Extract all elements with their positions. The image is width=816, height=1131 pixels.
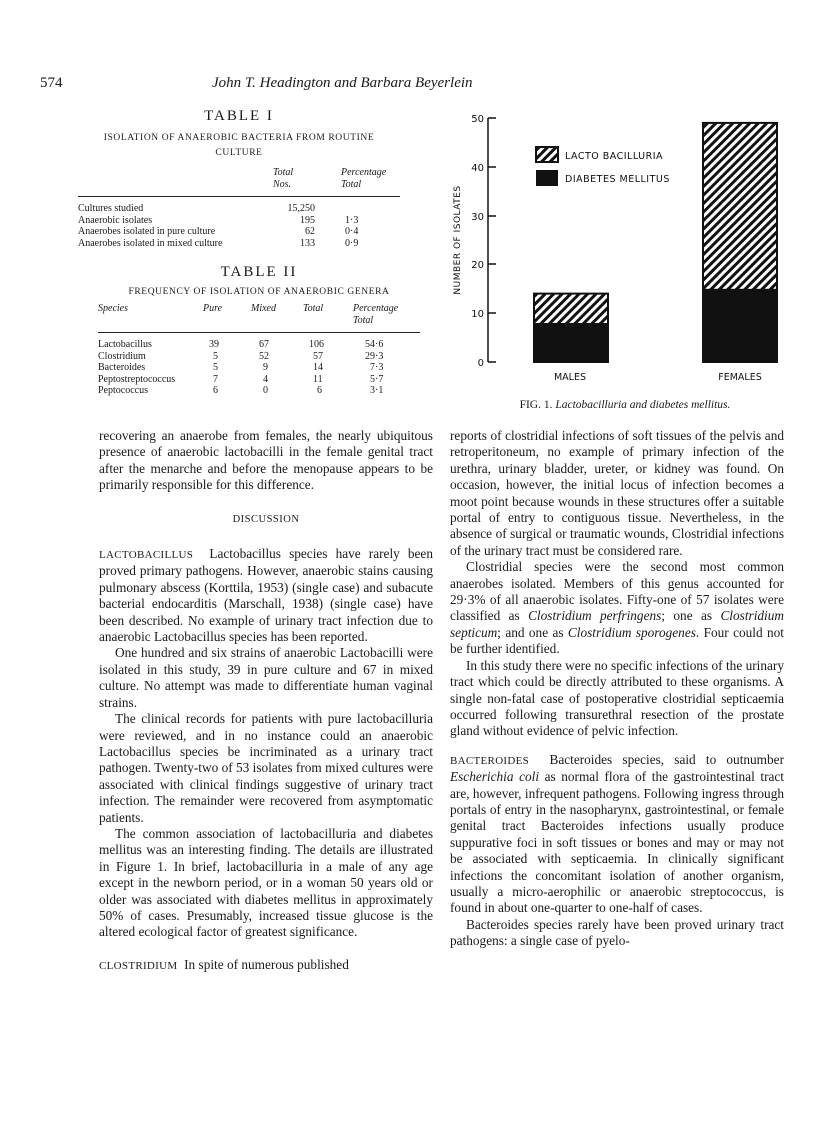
page-number: 574 (40, 75, 63, 91)
table-row: Anaerobes isolated in mixed culture 133 0·9 (78, 237, 359, 249)
paragraph: reports of clostridial infections of soft tissues of the pelvis and retroperitoneum, no example of primary infection of the urethra, urinary bladder, ureter, or kidney was found. On occasion, however, the initial locus of infection becomes a moot point because wounds in these structures offer a suitable portal of entry to contiguous tissue. Nevertheless, in the absence of surgical or traumatic wounds, Clostridial infections of the urinary tract must be considered rare. (450, 428, 784, 558)
females-diabetes-bar (703, 289, 777, 362)
table-1-grid (78, 167, 400, 249)
y-axis-label: NUMBER OF ISOLATES (453, 185, 463, 295)
left-column (99, 428, 433, 974)
legend-hatch-swatch (536, 147, 558, 162)
y-tick-20: 20 (471, 260, 484, 271)
legend-lactobacilluria: LACTO BACILLURIA (565, 151, 664, 162)
table-row: Anaerobic isolates 195 1·3 (78, 214, 359, 226)
table-row: Cultures studied 15,250 (78, 203, 315, 214)
table-row: Clostridium 5 52 57 29·3 (98, 350, 384, 362)
y-tick-30: 30 (471, 212, 484, 223)
figure-caption: FIG. 1. Lactobacilluria and diabetes mellitus. (519, 399, 731, 411)
subsection-label-clostridium: CLOSTRIDIUM (99, 959, 178, 972)
table-1 (78, 108, 400, 249)
table-1-subtitle-2: CULTURE (215, 148, 263, 158)
table-1-col-pct: Percentage Total (341, 167, 387, 190)
subsection-label-bacteroides: BACTEROIDES (450, 754, 530, 767)
paragraph: BACTEROIDES Bacteroides species, said to outnumber Escherichia coli as normal flora of the gastrointestinal tract are, however, infrequent pathogens. Following ingress through portals of entry in the nasopharynx, gastrointestinal, or female genital tract Bacteroides infections usually produce suppurative foci in soft tissues or bones and may or may not be associated with septicaemia. In clinically significant infections the concomitant isolation of another organism, usually a micro-aerophilic or anaerobic streptococcus, is found in about one-quarter to one-half of cases. (450, 751, 785, 916)
x-label-males: MALES (553, 372, 587, 383)
y-tick-40: 40 (471, 163, 484, 174)
paragraph: Clostridial species were the second most common anaerobes isolated. Members of this genus accounted for 29·3% of all anaerobic isolates. Fifty-one of 57 isolates were classified as Clostridium perfringens; one as Clostridium septicum; and one as Clostridium sporogenes. Four could not be further identified. (450, 559, 785, 657)
males-diabetes-bar (534, 323, 608, 362)
paragraph: Bacteroides species rarely have been proved urinary tract pathogens: a single case of pyelo- (450, 916, 784, 949)
table-row: Bacteroides 5 9 14 7·3 (98, 362, 384, 373)
paragraph: recovering an anaerobe from females, the nearly ubiquitous presence of anaerobic lactobacilli in the female genital tract after the menarche and before the menopause appears to be primarily responsible for this difference. (99, 428, 433, 493)
x-label-females: FEMALES (718, 372, 762, 383)
y-tick-10: 10 (471, 309, 484, 320)
section-heading-discussion: DISCUSSION (232, 513, 300, 525)
y-tick-50: 50 (471, 114, 484, 125)
legend-diabetes: DIABETES MELLITUS (565, 174, 670, 185)
paragraph: In this study there were no specific infections of the urinary tract which could be directly attributed to these organisms. A single non-fatal case of postoperative clostridial septicaemia occurred following transurethral resection of the prostate gland without evidence of pelvic infection. (450, 657, 784, 739)
table-1-title: TABLE I (204, 108, 274, 124)
paragraph: The common association of lactobacilluria and diabetes mellitus was an interesting finding. The details are illustrated in Figure 1. In brief, lactobacilluria in a male of any age except in the newborn period, or in a woman 50 years old or older was associated with diabetes mellitus in approximately 50% of cases. Presumably, increased tissue glucose is the altered ecological factor of greatest significance. (99, 825, 433, 940)
paragraph: CLOSTRIDIUM In spite of numerous published (99, 956, 349, 972)
right-column (450, 428, 784, 950)
running-head: John T. Headington and Barbara Beyerlein (212, 75, 473, 91)
table-2-grid: Species Pure Mixed Total Percentage Total Lactobacillus 39 67 106 54·6 Clostridium 5 52 57 29·3 Bacteroides 5 9 14 7·3 Peptostreptococcus 7 4 11 5·7 Peptococcus 6 0 6 3·1 (98, 303, 420, 397)
paragraph: LACTOBACILLUS Lactobacillus species have rarely been proved primary pathogens. However, anaerobic stains causing pulmonary abscess (Korttila, 1953) (single case) and subacute bacterial endocarditis (Marschall, 1938) (single case) have been described. No example of urinary tract infection due to anaerobic Lactobacillus species has been reported. (99, 546, 433, 645)
y-tick-0: 0 (477, 358, 484, 369)
table-row: Lactobacillus 39 67 106 54·6 (98, 339, 384, 350)
subsection-label-lactobacillus: LACTOBACILLUS (99, 549, 194, 562)
table-1-col-total: Total Nos. (273, 167, 294, 190)
table-2-subtitle: FREQUENCY OF ISOLATION OF ANAEROBIC GENERA (128, 287, 390, 297)
paragraph: One hundred and six strains of anaerobic Lactobacilli were isolated in this study, 39 in pure culture and 67 in mixed culture. No attempt was made to differentiate human vaginal strains. (99, 645, 433, 710)
table-row: Anaerobes isolated in pure culture 62 0·4 (78, 226, 359, 237)
paragraph: The clinical records for patients with pure lactobacilluria were reviewed, and in no instance could an anaerobic Lactobacillus species be incriminated as a urinary tract pathogen. Twenty-two of 53 isolates from mixed cultures were associated with clinical findings suggestive of urinary tract infection. The remainder were recovered from asymptomatic patients. (99, 711, 433, 825)
table-row: Peptostreptococcus 7 4 11 5·7 (98, 373, 384, 385)
stacked-bar-chart (440, 100, 810, 400)
table-2 (98, 264, 420, 397)
table-2-title: TABLE II (220, 264, 298, 280)
table-row: Peptococcus 6 0 6 3·1 (98, 385, 384, 396)
legend-solid-swatch (536, 170, 558, 186)
figure-1 (440, 100, 810, 410)
table-1-subtitle-1: ISOLATION OF ANAEROBIC BACTERIA FROM ROUTINE (103, 133, 375, 143)
